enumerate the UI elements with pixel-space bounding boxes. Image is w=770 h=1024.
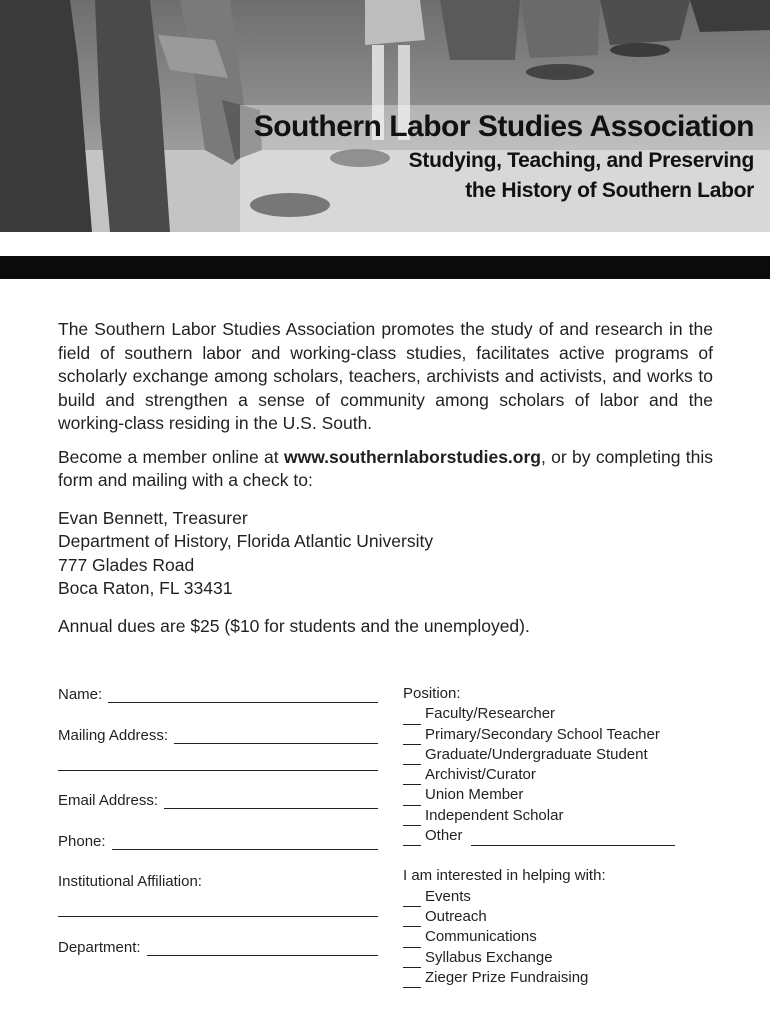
checkbox-blank[interactable] bbox=[403, 912, 421, 927]
department-field[interactable] bbox=[147, 941, 378, 956]
header-text bbox=[254, 108, 754, 206]
annual-dues: Annual dues are $25 ($10 for students and the unemployed). bbox=[58, 615, 530, 636]
figure-mid bbox=[440, 0, 520, 60]
checkbox-blank[interactable] bbox=[403, 811, 421, 826]
mailing-address-label: Mailing Address: bbox=[58, 727, 169, 744]
email-field[interactable] bbox=[164, 794, 378, 809]
department-label: Department: bbox=[58, 939, 141, 956]
mailing-address-field-2[interactable] bbox=[58, 752, 378, 771]
phone-label: Phone: bbox=[58, 833, 106, 850]
option-label: Independent Scholar bbox=[425, 806, 564, 824]
position-option[interactable] bbox=[403, 745, 703, 765]
checkbox-blank[interactable] bbox=[403, 730, 421, 745]
checkbox-blank[interactable] bbox=[403, 973, 421, 988]
interest-option[interactable] bbox=[403, 887, 703, 907]
option-label: Graduate/Undergraduate Student bbox=[425, 745, 648, 763]
figure-right-a bbox=[520, 0, 600, 58]
checkbox-blank[interactable] bbox=[403, 770, 421, 785]
address-line-2: Department of History, Florida Atlantic University bbox=[58, 531, 434, 551]
interest-option[interactable] bbox=[403, 907, 703, 927]
mailing-address-row bbox=[58, 724, 378, 744]
option-label: Events bbox=[425, 887, 471, 905]
membership-paragraph bbox=[58, 446, 713, 493]
position-option[interactable] bbox=[403, 785, 703, 805]
option-label: Zieger Prize Fundraising bbox=[425, 968, 589, 986]
option-label: Faculty/Researcher bbox=[425, 705, 556, 723]
subtitle-line-1: Studying, Teaching, and Preserving bbox=[408, 149, 754, 172]
interest-option[interactable] bbox=[403, 968, 703, 988]
option-label: Archivist/Curator bbox=[425, 766, 536, 784]
subtitle-line-2: the History of Southern Labor bbox=[465, 179, 754, 202]
checkbox-blank[interactable] bbox=[403, 750, 421, 765]
position-option[interactable] bbox=[403, 806, 703, 826]
affiliation-row bbox=[58, 870, 378, 890]
email-label: Email Address: bbox=[58, 792, 159, 809]
name-label: Name: bbox=[58, 686, 103, 703]
mailing-address-field[interactable] bbox=[174, 729, 378, 744]
shoe-mid bbox=[526, 64, 594, 80]
member-suffix: , or by completing this form and mailing with a check to: bbox=[58, 446, 713, 490]
options-column bbox=[403, 684, 703, 988]
header-photo bbox=[0, 0, 770, 232]
position-heading: Position: bbox=[403, 685, 461, 702]
option-label: Union Member bbox=[425, 786, 524, 804]
phone-row bbox=[58, 830, 378, 850]
intro-paragraph: The Southern Labor Studies Association promotes the study of and research in the field of southern labor and working-class studies, facilitates active programs of scholarly exchange among scholars, teachers, archivists and activists, and works to build and strengthen a sense of community among scholars of labor and the working-class residing in the U.S. South. bbox=[58, 319, 713, 433]
website-link[interactable]: www.southernlaborstudies.org bbox=[283, 446, 541, 467]
figure-right-b bbox=[600, 0, 690, 45]
position-option[interactable] bbox=[403, 725, 703, 745]
organization-title: Southern Labor Studies Association bbox=[253, 110, 754, 143]
email-row bbox=[58, 789, 378, 809]
name-row bbox=[58, 683, 378, 703]
other-position-field[interactable] bbox=[471, 831, 675, 846]
option-label: Outreach bbox=[425, 907, 487, 925]
phone-field[interactable] bbox=[112, 835, 378, 850]
figure-right-c bbox=[690, 0, 770, 32]
address-line-4: Boca Raton, FL 33431 bbox=[58, 578, 233, 598]
dress-hem bbox=[365, 0, 425, 45]
black-divider-band bbox=[0, 256, 770, 279]
interest-option[interactable] bbox=[403, 948, 703, 968]
position-option[interactable] bbox=[403, 765, 703, 785]
main-content bbox=[58, 318, 713, 638]
option-label: Syllabus Exchange bbox=[425, 948, 553, 966]
shoe-right bbox=[610, 43, 670, 57]
contact-form bbox=[58, 683, 378, 956]
checkbox-blank[interactable] bbox=[403, 933, 421, 948]
checkbox-blank[interactable] bbox=[403, 791, 421, 806]
address-line-3: 777 Glades Road bbox=[58, 554, 195, 575]
member-prefix: Become a member online at bbox=[58, 446, 284, 467]
department-row bbox=[58, 936, 378, 956]
trouser-leg-left bbox=[0, 0, 92, 232]
checkbox-blank[interactable] bbox=[403, 892, 421, 907]
option-label: Other bbox=[425, 827, 463, 845]
checkbox-blank[interactable] bbox=[403, 710, 421, 725]
option-label: Primary/Secondary School Teacher bbox=[425, 725, 660, 743]
position-option[interactable] bbox=[403, 704, 703, 724]
affiliation-label: Institutional Affiliation: bbox=[58, 873, 202, 890]
position-option-other[interactable] bbox=[403, 826, 703, 846]
checkbox-blank[interactable] bbox=[403, 831, 421, 846]
interest-option[interactable] bbox=[403, 927, 703, 947]
name-field[interactable] bbox=[108, 688, 378, 703]
option-label: Communications bbox=[425, 928, 537, 946]
interests-heading: I am interested in helping with: bbox=[403, 867, 606, 885]
address-line-1: Evan Bennett, Treasurer bbox=[58, 507, 248, 528]
affiliation-field[interactable] bbox=[58, 898, 378, 917]
checkbox-blank[interactable] bbox=[403, 953, 421, 968]
mailing-address-block bbox=[58, 507, 713, 601]
